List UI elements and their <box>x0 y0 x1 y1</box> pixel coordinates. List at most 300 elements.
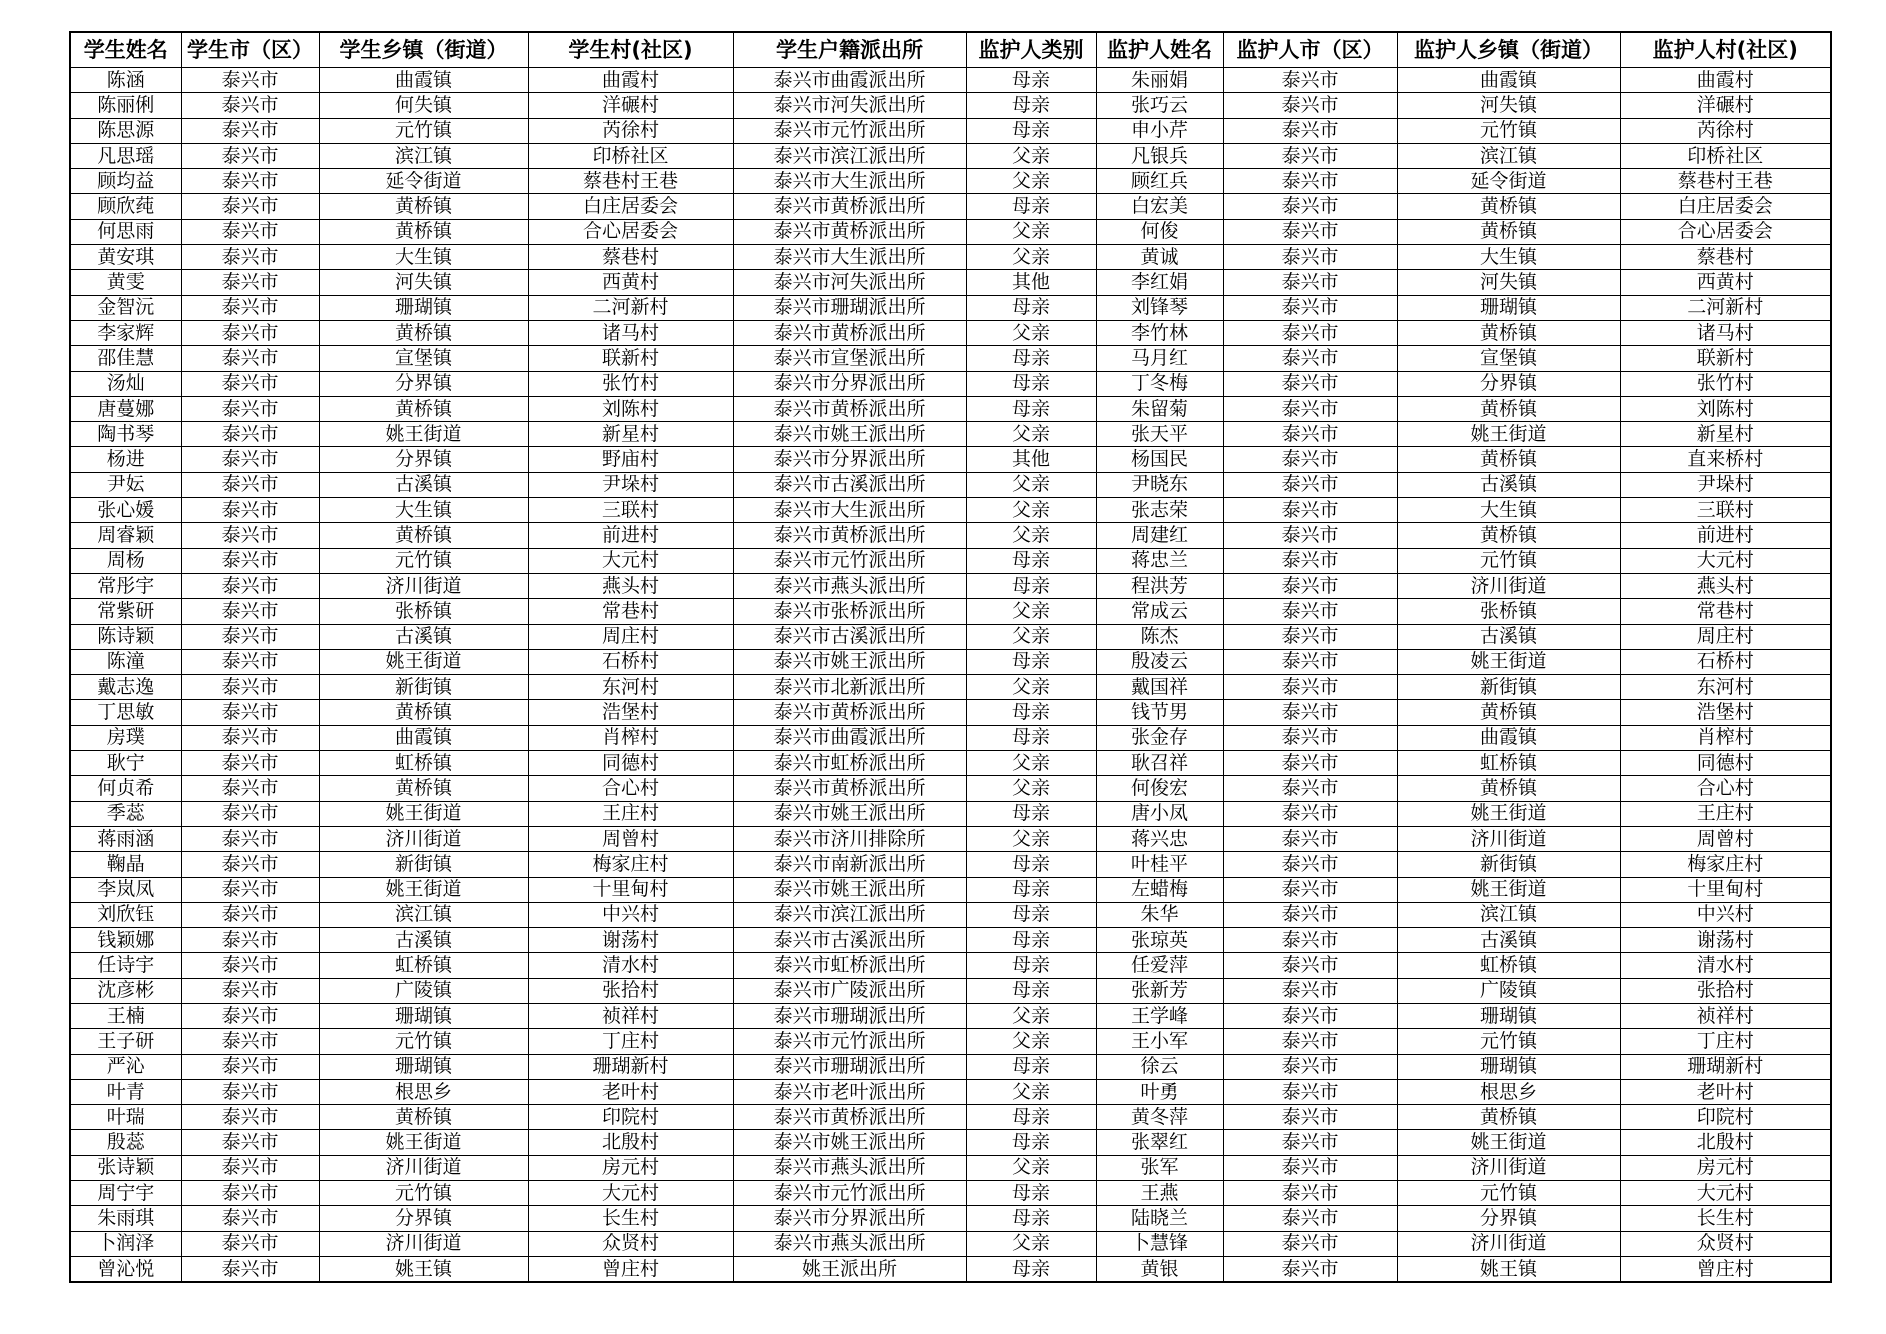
student-police-station-cell: 泰兴市姚王派出所 <box>733 649 966 674</box>
guardian-type-cell: 母亲 <box>966 1206 1096 1231</box>
guardian-name-cell: 蒋忠兰 <box>1096 548 1223 573</box>
guardian-name-cell: 杨国民 <box>1096 447 1223 472</box>
guardian-village-cell: 三联村 <box>1620 498 1831 523</box>
student-village-cell: 联新村 <box>528 346 733 371</box>
guardian-name-cell: 程洪芳 <box>1096 573 1223 598</box>
guardian-city-cell: 泰兴市 <box>1223 1003 1397 1028</box>
guardian-name-cell: 李竹林 <box>1096 320 1223 345</box>
guardian-city-cell: 泰兴市 <box>1223 371 1397 396</box>
guardian-city-cell: 泰兴市 <box>1223 928 1397 953</box>
guardian-name-cell: 尹晓东 <box>1096 472 1223 497</box>
student-village-cell: 丁庄村 <box>528 1029 733 1054</box>
guardian-city-cell: 泰兴市 <box>1223 270 1397 295</box>
guardian-type-cell: 母亲 <box>966 1105 1096 1130</box>
student-name-cell: 杨进 <box>70 447 181 472</box>
student-police-station-cell: 泰兴市黄桥派出所 <box>733 1105 966 1130</box>
student-village-cell: 曾庄村 <box>528 1256 733 1282</box>
guardian-city-cell: 泰兴市 <box>1223 472 1397 497</box>
table-row <box>70 270 1831 295</box>
student-police-station-cell: 泰兴市南新派出所 <box>733 852 966 877</box>
student-town-cell: 张桥镇 <box>319 599 528 624</box>
guardian-type-cell: 其他 <box>966 270 1096 295</box>
table-row <box>70 371 1831 396</box>
table-row <box>70 573 1831 598</box>
guardian-town-cell: 姚王街道 <box>1397 801 1620 826</box>
student-city-cell: 泰兴市 <box>181 320 319 345</box>
student-city-cell: 泰兴市 <box>181 169 319 194</box>
table-row <box>70 245 1831 270</box>
guardian-city-cell: 泰兴市 <box>1223 1206 1397 1231</box>
table-row <box>70 346 1831 371</box>
table-row <box>70 320 1831 345</box>
guardian-type-cell: 父亲 <box>966 599 1096 624</box>
guardian-name-cell: 刘锋琴 <box>1096 295 1223 320</box>
guardian-name-cell: 叶桂平 <box>1096 852 1223 877</box>
guardian-village-cell: 长生村 <box>1620 1206 1831 1231</box>
guardian-town-cell: 珊瑚镇 <box>1397 1003 1620 1028</box>
guardian-village-cell: 合心村 <box>1620 776 1831 801</box>
guardian-city-cell: 泰兴市 <box>1223 118 1397 143</box>
student-town-cell: 滨江镇 <box>319 902 528 927</box>
guardian-village-cell: 老叶村 <box>1620 1079 1831 1104</box>
guardian-type-cell: 父亲 <box>966 1231 1096 1256</box>
student-police-station-cell: 泰兴市古溪派出所 <box>733 624 966 649</box>
student-police-station-cell: 泰兴市黄桥派出所 <box>733 776 966 801</box>
guardian-town-cell: 济川街道 <box>1397 826 1620 851</box>
guardian-name-cell: 张天平 <box>1096 422 1223 447</box>
guardian-city-cell: 泰兴市 <box>1223 245 1397 270</box>
guardian-village-cell: 浩堡村 <box>1620 700 1831 725</box>
guardian-town-cell: 济川街道 <box>1397 573 1620 598</box>
header-student-name: 学生姓名 <box>70 32 181 68</box>
student-village-cell: 诸马村 <box>528 320 733 345</box>
guardian-village-cell: 合心居委会 <box>1620 219 1831 244</box>
guardian-name-cell: 唐小凤 <box>1096 801 1223 826</box>
guardian-type-cell: 母亲 <box>966 953 1096 978</box>
guardian-name-cell: 王小军 <box>1096 1029 1223 1054</box>
guardian-village-cell: 曲霞村 <box>1620 68 1831 93</box>
student-town-cell: 何失镇 <box>319 93 528 118</box>
student-name-cell: 周睿颖 <box>70 523 181 548</box>
student-village-cell: 曲霞村 <box>528 68 733 93</box>
student-city-cell: 泰兴市 <box>181 396 319 421</box>
guardian-town-cell: 曲霞镇 <box>1397 68 1620 93</box>
student-village-cell: 北殷村 <box>528 1130 733 1155</box>
guardian-name-cell: 卜慧锋 <box>1096 1231 1223 1256</box>
student-police-station-cell: 泰兴市元竹派出所 <box>733 118 966 143</box>
student-town-cell: 新街镇 <box>319 852 528 877</box>
student-police-station-cell: 泰兴市古溪派出所 <box>733 928 966 953</box>
student-police-station-cell: 泰兴市滨江派出所 <box>733 902 966 927</box>
guardian-name-cell: 戴国祥 <box>1096 675 1223 700</box>
student-city-cell: 泰兴市 <box>181 118 319 143</box>
guardian-city-cell: 泰兴市 <box>1223 826 1397 851</box>
student-name-cell: 金智沅 <box>70 295 181 320</box>
student-town-cell: 姚王镇 <box>319 1256 528 1282</box>
table-row <box>70 1206 1831 1231</box>
table-row <box>70 978 1831 1003</box>
guardian-village-cell: 印院村 <box>1620 1105 1831 1130</box>
guardian-type-cell: 父亲 <box>966 826 1096 851</box>
table-row <box>70 1079 1831 1104</box>
guardian-town-cell: 大生镇 <box>1397 245 1620 270</box>
student-name-cell: 黄安琪 <box>70 245 181 270</box>
student-police-station-cell: 泰兴市虹桥派出所 <box>733 751 966 776</box>
guardian-village-cell: 芮徐村 <box>1620 118 1831 143</box>
table-row <box>70 498 1831 523</box>
student-city-cell: 泰兴市 <box>181 346 319 371</box>
guardian-village-cell: 洋碾村 <box>1620 93 1831 118</box>
student-police-station-cell: 泰兴市黄桥派出所 <box>733 219 966 244</box>
guardian-name-cell: 王燕 <box>1096 1181 1223 1206</box>
guardian-town-cell: 珊瑚镇 <box>1397 1054 1620 1079</box>
student-town-cell: 姚王街道 <box>319 1130 528 1155</box>
guardian-type-cell: 母亲 <box>966 801 1096 826</box>
student-city-cell: 泰兴市 <box>181 700 319 725</box>
table-row <box>70 852 1831 877</box>
student-name-cell: 顾欣莼 <box>70 194 181 219</box>
guardian-name-cell: 申小芹 <box>1096 118 1223 143</box>
student-police-station-cell: 泰兴市珊瑚派出所 <box>733 1054 966 1079</box>
student-city-cell: 泰兴市 <box>181 725 319 750</box>
header-student-village: 学生村(社区) <box>528 32 733 68</box>
student-village-cell: 梅家庄村 <box>528 852 733 877</box>
student-city-cell: 泰兴市 <box>181 1181 319 1206</box>
student-guardian-sheet <box>69 31 1830 1283</box>
student-city-cell: 泰兴市 <box>181 1256 319 1282</box>
guardian-name-cell: 张新芳 <box>1096 978 1223 1003</box>
guardian-type-cell: 母亲 <box>966 649 1096 674</box>
guardian-city-cell: 泰兴市 <box>1223 295 1397 320</box>
student-village-cell: 周庄村 <box>528 624 733 649</box>
guardian-village-cell: 二河新村 <box>1620 295 1831 320</box>
student-town-cell: 元竹镇 <box>319 1029 528 1054</box>
table-row <box>70 675 1831 700</box>
guardian-type-cell: 母亲 <box>966 93 1096 118</box>
student-city-cell: 泰兴市 <box>181 447 319 472</box>
student-name-cell: 常彤宇 <box>70 573 181 598</box>
guardian-name-cell: 顾红兵 <box>1096 169 1223 194</box>
student-village-cell: 合心村 <box>528 776 733 801</box>
student-city-cell: 泰兴市 <box>181 422 319 447</box>
student-city-cell: 泰兴市 <box>181 751 319 776</box>
guardian-village-cell: 联新村 <box>1620 346 1831 371</box>
student-town-cell: 滨江镇 <box>319 143 528 168</box>
guardian-village-cell: 张拾村 <box>1620 978 1831 1003</box>
student-town-cell: 新街镇 <box>319 675 528 700</box>
guardian-city-cell: 泰兴市 <box>1223 573 1397 598</box>
guardian-village-cell: 新星村 <box>1620 422 1831 447</box>
guardian-type-cell: 父亲 <box>966 1155 1096 1180</box>
table-row <box>70 1003 1831 1028</box>
student-town-cell: 古溪镇 <box>319 928 528 953</box>
guardian-type-cell: 父亲 <box>966 320 1096 345</box>
guardian-city-cell: 泰兴市 <box>1223 1029 1397 1054</box>
student-city-cell: 泰兴市 <box>181 1155 319 1180</box>
student-name-cell: 尹妘 <box>70 472 181 497</box>
student-city-cell: 泰兴市 <box>181 270 319 295</box>
table-row <box>70 953 1831 978</box>
student-police-station-cell: 泰兴市张桥派出所 <box>733 599 966 624</box>
student-police-station-cell: 泰兴市分界派出所 <box>733 371 966 396</box>
guardian-village-cell: 房元村 <box>1620 1155 1831 1180</box>
student-town-cell: 虹桥镇 <box>319 751 528 776</box>
guardian-town-cell: 济川街道 <box>1397 1155 1620 1180</box>
guardian-town-cell: 元竹镇 <box>1397 1181 1620 1206</box>
guardian-village-cell: 印桥社区 <box>1620 143 1831 168</box>
guardian-name-cell: 徐云 <box>1096 1054 1223 1079</box>
guardian-name-cell: 陈杰 <box>1096 624 1223 649</box>
student-village-cell: 芮徐村 <box>528 118 733 143</box>
student-village-cell: 周曾村 <box>528 826 733 851</box>
guardian-name-cell: 蒋兴忠 <box>1096 826 1223 851</box>
student-town-cell: 黄桥镇 <box>319 523 528 548</box>
student-name-cell: 何贞希 <box>70 776 181 801</box>
guardian-type-cell: 母亲 <box>966 573 1096 598</box>
student-town-cell: 古溪镇 <box>319 624 528 649</box>
guardian-name-cell: 何俊 <box>1096 219 1223 244</box>
guardian-name-cell: 朱丽娟 <box>1096 68 1223 93</box>
student-village-cell: 肖榨村 <box>528 725 733 750</box>
guardian-name-cell: 陆晓兰 <box>1096 1206 1223 1231</box>
guardian-type-cell: 母亲 <box>966 396 1096 421</box>
table-row <box>70 1256 1831 1282</box>
student-town-cell: 分界镇 <box>319 1206 528 1231</box>
student-name-cell: 何思雨 <box>70 219 181 244</box>
guardian-city-cell: 泰兴市 <box>1223 447 1397 472</box>
guardian-village-cell: 燕头村 <box>1620 573 1831 598</box>
student-name-cell: 丁思敏 <box>70 700 181 725</box>
guardian-town-cell: 黄桥镇 <box>1397 776 1620 801</box>
guardian-type-cell: 母亲 <box>966 1054 1096 1079</box>
student-police-station-cell: 泰兴市姚王派出所 <box>733 801 966 826</box>
student-town-cell: 黄桥镇 <box>319 320 528 345</box>
student-village-cell: 张拾村 <box>528 978 733 1003</box>
guardian-city-cell: 泰兴市 <box>1223 978 1397 1003</box>
guardian-city-cell: 泰兴市 <box>1223 346 1397 371</box>
student-city-cell: 泰兴市 <box>181 877 319 902</box>
student-police-station-cell: 泰兴市大生派出所 <box>733 245 966 270</box>
student-town-cell: 河失镇 <box>319 270 528 295</box>
student-name-cell: 常紫研 <box>70 599 181 624</box>
student-police-station-cell: 泰兴市大生派出所 <box>733 498 966 523</box>
guardian-town-cell: 元竹镇 <box>1397 118 1620 143</box>
student-name-cell: 唐蔓娜 <box>70 396 181 421</box>
guardian-type-cell: 父亲 <box>966 1029 1096 1054</box>
guardian-type-cell: 母亲 <box>966 877 1096 902</box>
student-town-cell: 黄桥镇 <box>319 1105 528 1130</box>
student-police-station-cell: 泰兴市济川排除所 <box>733 826 966 851</box>
student-name-cell: 殷蕊 <box>70 1130 181 1155</box>
student-city-cell: 泰兴市 <box>181 624 319 649</box>
student-police-station-cell: 泰兴市珊瑚派出所 <box>733 1003 966 1028</box>
guardian-type-cell: 母亲 <box>966 295 1096 320</box>
student-town-cell: 济川街道 <box>319 1231 528 1256</box>
guardian-name-cell: 何俊宏 <box>1096 776 1223 801</box>
guardian-city-cell: 泰兴市 <box>1223 396 1397 421</box>
student-village-cell: 浩堡村 <box>528 700 733 725</box>
guardian-city-cell: 泰兴市 <box>1223 1155 1397 1180</box>
guardian-city-cell: 泰兴市 <box>1223 953 1397 978</box>
table-row <box>70 1155 1831 1180</box>
guardian-town-cell: 河失镇 <box>1397 270 1620 295</box>
guardian-name-cell: 黄冬萍 <box>1096 1105 1223 1130</box>
guardian-name-cell: 黄银 <box>1096 1256 1223 1282</box>
student-police-station-cell: 泰兴市燕头派出所 <box>733 1155 966 1180</box>
student-village-cell: 新星村 <box>528 422 733 447</box>
student-village-cell: 众贤村 <box>528 1231 733 1256</box>
student-name-cell: 陈诗颖 <box>70 624 181 649</box>
student-name-cell: 周宁宇 <box>70 1181 181 1206</box>
student-village-cell: 十里甸村 <box>528 877 733 902</box>
student-city-cell: 泰兴市 <box>181 93 319 118</box>
guardian-type-cell: 父亲 <box>966 169 1096 194</box>
student-city-cell: 泰兴市 <box>181 143 319 168</box>
guardian-name-cell: 常成云 <box>1096 599 1223 624</box>
student-city-cell: 泰兴市 <box>181 902 319 927</box>
student-city-cell: 泰兴市 <box>181 295 319 320</box>
guardian-town-cell: 虹桥镇 <box>1397 751 1620 776</box>
student-name-cell: 王子研 <box>70 1029 181 1054</box>
student-village-cell: 尹垛村 <box>528 472 733 497</box>
student-name-cell: 叶瑞 <box>70 1105 181 1130</box>
student-city-cell: 泰兴市 <box>181 371 319 396</box>
guardian-village-cell: 肖榨村 <box>1620 725 1831 750</box>
table-row <box>70 826 1831 851</box>
guardian-city-cell: 泰兴市 <box>1223 169 1397 194</box>
student-police-station-cell: 泰兴市分界派出所 <box>733 1206 966 1231</box>
guardian-type-cell: 母亲 <box>966 194 1096 219</box>
guardian-city-cell: 泰兴市 <box>1223 700 1397 725</box>
guardian-town-cell: 宣堡镇 <box>1397 346 1620 371</box>
student-village-cell: 刘陈村 <box>528 396 733 421</box>
student-name-cell: 蒋雨涵 <box>70 826 181 851</box>
student-police-station-cell: 泰兴市大生派出所 <box>733 169 966 194</box>
student-village-cell: 东河村 <box>528 675 733 700</box>
student-city-cell: 泰兴市 <box>181 1105 319 1130</box>
table-row <box>70 599 1831 624</box>
guardian-town-cell: 滨江镇 <box>1397 143 1620 168</box>
guardian-town-cell: 延令街道 <box>1397 169 1620 194</box>
student-village-cell: 清水村 <box>528 953 733 978</box>
guardian-city-cell: 泰兴市 <box>1223 675 1397 700</box>
student-police-station-cell: 泰兴市燕头派出所 <box>733 1231 966 1256</box>
guardian-village-cell: 祯祥村 <box>1620 1003 1831 1028</box>
guardian-name-cell: 张金存 <box>1096 725 1223 750</box>
student-village-cell: 前进村 <box>528 523 733 548</box>
guardian-type-cell: 父亲 <box>966 219 1096 244</box>
guardian-village-cell: 丁庄村 <box>1620 1029 1831 1054</box>
student-police-station-cell: 泰兴市黄桥派出所 <box>733 396 966 421</box>
table-row <box>70 776 1831 801</box>
table-body <box>70 68 1831 1283</box>
guardian-name-cell: 张琼英 <box>1096 928 1223 953</box>
guardian-name-cell: 朱华 <box>1096 902 1223 927</box>
student-city-cell: 泰兴市 <box>181 1079 319 1104</box>
guardian-name-cell: 王学峰 <box>1096 1003 1223 1028</box>
student-town-cell: 珊瑚镇 <box>319 295 528 320</box>
student-police-station-cell: 泰兴市曲霞派出所 <box>733 725 966 750</box>
table-row <box>70 93 1831 118</box>
guardian-town-cell: 姚王街道 <box>1397 422 1620 447</box>
table-row <box>70 422 1831 447</box>
student-name-cell: 张心媛 <box>70 498 181 523</box>
student-village-cell: 老叶村 <box>528 1079 733 1104</box>
table-row <box>70 902 1831 927</box>
guardian-village-cell: 大元村 <box>1620 548 1831 573</box>
student-town-cell: 黄桥镇 <box>319 219 528 244</box>
guardian-town-cell: 黄桥镇 <box>1397 447 1620 472</box>
guardian-town-cell: 珊瑚镇 <box>1397 295 1620 320</box>
guardian-type-cell: 父亲 <box>966 472 1096 497</box>
table-row <box>70 928 1831 953</box>
guardian-type-cell: 母亲 <box>966 902 1096 927</box>
guardian-name-cell: 张翠红 <box>1096 1130 1223 1155</box>
student-town-cell: 大生镇 <box>319 498 528 523</box>
header-guardian-type: 监护人类别 <box>966 32 1096 68</box>
guardian-town-cell: 姚王镇 <box>1397 1256 1620 1282</box>
guardian-village-cell: 西黄村 <box>1620 270 1831 295</box>
guardian-town-cell: 元竹镇 <box>1397 548 1620 573</box>
student-town-cell: 虹桥镇 <box>319 953 528 978</box>
student-village-cell: 燕头村 <box>528 573 733 598</box>
student-city-cell: 泰兴市 <box>181 826 319 851</box>
guardian-name-cell: 朱留菊 <box>1096 396 1223 421</box>
guardian-town-cell: 分界镇 <box>1397 1206 1620 1231</box>
guardian-village-cell: 直来桥村 <box>1620 447 1831 472</box>
guardian-type-cell: 父亲 <box>966 751 1096 776</box>
student-police-station-cell: 泰兴市老叶派出所 <box>733 1079 966 1104</box>
guardian-name-cell: 丁冬梅 <box>1096 371 1223 396</box>
student-city-cell: 泰兴市 <box>181 194 319 219</box>
guardian-city-cell: 泰兴市 <box>1223 68 1397 93</box>
guardian-name-cell: 白宏美 <box>1096 194 1223 219</box>
guardian-name-cell: 张巧云 <box>1096 93 1223 118</box>
guardian-village-cell: 十里甸村 <box>1620 877 1831 902</box>
guardian-name-cell: 钱节男 <box>1096 700 1223 725</box>
guardian-village-cell: 中兴村 <box>1620 902 1831 927</box>
student-town-cell: 延令街道 <box>319 169 528 194</box>
student-town-cell: 曲霞镇 <box>319 725 528 750</box>
student-town-cell: 珊瑚镇 <box>319 1054 528 1079</box>
guardian-town-cell: 黄桥镇 <box>1397 700 1620 725</box>
table-row <box>70 725 1831 750</box>
guardian-village-cell: 刘陈村 <box>1620 396 1831 421</box>
guardian-village-cell: 前进村 <box>1620 523 1831 548</box>
student-police-station-cell: 泰兴市古溪派出所 <box>733 472 966 497</box>
student-town-cell: 古溪镇 <box>319 472 528 497</box>
table-row <box>70 523 1831 548</box>
student-guardian-table <box>69 31 1832 1283</box>
student-village-cell: 洋碾村 <box>528 93 733 118</box>
table-row <box>70 877 1831 902</box>
student-town-cell: 黄桥镇 <box>319 396 528 421</box>
table-row <box>70 219 1831 244</box>
guardian-city-cell: 泰兴市 <box>1223 143 1397 168</box>
guardian-name-cell: 叶勇 <box>1096 1079 1223 1104</box>
table-row <box>70 1130 1831 1155</box>
table-row <box>70 118 1831 143</box>
student-town-cell: 分界镇 <box>319 371 528 396</box>
student-town-cell: 济川街道 <box>319 573 528 598</box>
guardian-type-cell: 父亲 <box>966 1003 1096 1028</box>
guardian-village-cell: 蔡巷村王巷 <box>1620 169 1831 194</box>
student-name-cell: 黄雯 <box>70 270 181 295</box>
guardian-town-cell: 黄桥镇 <box>1397 396 1620 421</box>
guardian-city-cell: 泰兴市 <box>1223 422 1397 447</box>
guardian-village-cell: 曾庄村 <box>1620 1256 1831 1282</box>
student-name-cell: 李岚凤 <box>70 877 181 902</box>
